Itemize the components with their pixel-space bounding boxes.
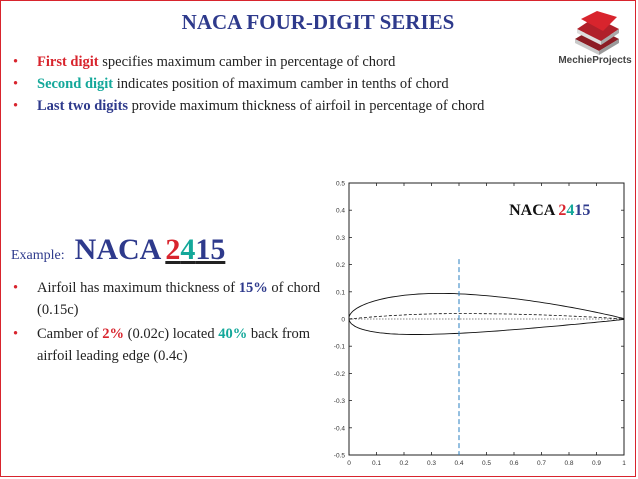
- y-tick-label: 0.3: [335, 234, 345, 242]
- detail-value: 40%: [218, 326, 248, 342]
- bullet-mark: •: [13, 76, 19, 92]
- y-tick-label: -0.3: [333, 398, 345, 406]
- rule-text: provide maximum thickness of airfoil in percentage of chord: [128, 98, 485, 114]
- detail-text: Airfoil has maximum thickness of: [37, 280, 239, 296]
- bullet-mark: •: [13, 326, 19, 342]
- detail-value: 15%: [238, 280, 268, 296]
- x-tick-label: 0.7: [536, 460, 547, 467]
- naca-word: NACA: [74, 233, 162, 266]
- y-tick-label: -0.1: [333, 343, 345, 351]
- x-tick-label: 0.3: [426, 460, 437, 467]
- digit-position: 4: [180, 233, 196, 266]
- list-item: [13, 95, 484, 117]
- bullet-mark: •: [13, 98, 19, 114]
- list-item: [13, 277, 323, 321]
- logo: [557, 9, 633, 67]
- airfoil-upper-surface: [349, 293, 624, 319]
- x-tick-label: 0.8: [564, 460, 574, 467]
- example-label: Example:: [11, 248, 65, 263]
- y-tick-label: -0.5: [333, 452, 345, 460]
- digit-camber: 2: [165, 233, 181, 266]
- plot-title: [509, 202, 590, 219]
- x-tick-label: 0.4: [454, 460, 464, 467]
- digit-thickness: 15: [195, 233, 226, 266]
- camber-line: [349, 314, 624, 319]
- rule-highlight: Second digit: [37, 76, 114, 92]
- list-item: [13, 323, 323, 367]
- plot-title-part: 2: [558, 202, 567, 220]
- naca-number: [165, 233, 225, 266]
- rule-text: indicates position of maximum camber in tenths of chord: [113, 76, 449, 92]
- airfoil-plot: [327, 171, 636, 476]
- rule-text: specifies maximum camber in percentage of chord: [98, 54, 396, 70]
- plot-title-part: 4: [566, 202, 575, 220]
- detail-text: back from airfoil leading edge (0.4c): [37, 326, 311, 364]
- slide-title: NACA FOUR-DIGIT SERIES: [181, 10, 455, 34]
- y-tick-label: 0.4: [335, 207, 345, 215]
- x-tick-label: 0.1: [371, 460, 382, 467]
- y-tick-label: 0.1: [335, 289, 345, 297]
- rule-highlight: First digit: [37, 54, 99, 70]
- list-item: [13, 73, 484, 95]
- books-logo-icon: [557, 9, 633, 55]
- x-tick-label: 0.5: [481, 460, 492, 467]
- plot-frame: [349, 183, 624, 455]
- y-tick-label: 0.5: [335, 180, 345, 188]
- list-item: [13, 51, 484, 73]
- example-details-list: [13, 277, 323, 369]
- x-tick-label: 1: [622, 460, 626, 467]
- airfoil-lower-surface: [349, 319, 624, 335]
- detail-text: Camber of: [37, 326, 103, 342]
- detail-value: 2%: [102, 326, 124, 342]
- logo-text: MechieProjects: [558, 55, 632, 66]
- x-tick-label: 0.2: [399, 460, 409, 467]
- bullet-mark: •: [13, 280, 19, 296]
- plot-title-part: 15: [574, 202, 591, 220]
- x-tick-label: 0: [347, 460, 351, 467]
- detail-text: (0.02c) located: [123, 326, 219, 342]
- example-heading: [11, 233, 225, 267]
- x-tick-label: 0.6: [509, 460, 519, 467]
- bullet-mark: •: [13, 54, 19, 70]
- digit-rules-list: [13, 51, 484, 117]
- y-tick-label: 0: [341, 316, 345, 324]
- y-tick-label: -0.4: [333, 425, 345, 433]
- y-tick-label: 0.2: [335, 262, 345, 270]
- detail-text: of chord (0.15c): [37, 280, 321, 318]
- rule-highlight: Last two digits: [37, 98, 129, 114]
- x-tick-label: 0.9: [591, 460, 602, 467]
- plot-title-part: NACA: [509, 202, 559, 220]
- y-tick-label: -0.2: [333, 370, 345, 378]
